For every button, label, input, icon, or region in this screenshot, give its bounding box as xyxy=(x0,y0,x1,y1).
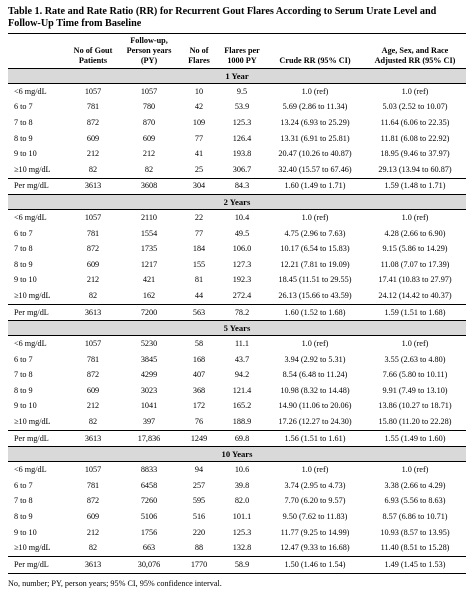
row-label: ≥10 mg/dL xyxy=(14,290,51,300)
section-label: 10 Years xyxy=(8,447,466,462)
table-cell: 11.40 (8.51 to 15.28) xyxy=(380,543,450,553)
table-cell: 212 xyxy=(142,149,156,159)
row-label: 6 to 7 xyxy=(14,228,33,238)
table-cell: 25 xyxy=(194,164,204,174)
table-cell: 22 xyxy=(194,212,204,222)
column-header xyxy=(8,34,68,69)
table-cell: 1.0 (ref) xyxy=(301,339,329,349)
table-cell: 81 xyxy=(194,275,204,285)
table-cell: 7200 xyxy=(118,304,180,321)
row-label: <6 mg/dL xyxy=(14,212,47,222)
table-cell: 53.9 xyxy=(234,102,250,112)
table-cell: 9.50 (7.62 to 11.83) xyxy=(282,512,348,522)
table-cell: 3.94 (2.92 to 5.31) xyxy=(284,354,346,364)
row-label: 7 to 8 xyxy=(14,117,33,127)
table-cell: 43.7 xyxy=(234,354,250,364)
table-title: Table 1. Rate and Rate Ratio (RR) for Recurrent Gout Flares According to Serum Urate Level and Follow-Up Time from Baseline xyxy=(8,6,437,29)
results-table xyxy=(8,33,466,574)
column-header: Follow-up, Person years (PY) xyxy=(118,34,180,69)
table-cell: 272.4 xyxy=(232,290,252,300)
table-row xyxy=(8,162,466,178)
table-cell: 6.93 (5.56 to 8.63) xyxy=(384,496,446,506)
table-cell: 781 xyxy=(86,480,100,490)
table-row xyxy=(8,368,466,384)
table-cell: 304 xyxy=(180,178,218,195)
table-cell: 41 xyxy=(194,149,204,159)
table-cell: 407 xyxy=(192,370,206,380)
table-cell: 13.86 (10.27 to 18.71) xyxy=(378,401,452,411)
table-cell: 184 xyxy=(192,244,206,254)
table-cell: 663 xyxy=(142,543,156,553)
table-cell: 1057 xyxy=(140,86,158,96)
row-label: Per mg/dL xyxy=(8,430,68,447)
header-row xyxy=(8,34,466,69)
table-cell: 82 xyxy=(88,290,98,300)
table-cell: 872 xyxy=(86,370,100,380)
row-label: Per mg/dL xyxy=(8,557,68,574)
table-cell: 1.0 (ref) xyxy=(301,86,329,96)
table-cell: 212 xyxy=(86,401,100,411)
table-cell: 3.55 (2.63 to 4.80) xyxy=(384,354,446,364)
row-label: 6 to 7 xyxy=(14,354,33,364)
row-label: 8 to 9 xyxy=(14,259,33,269)
table-cell: 32.40 (15.57 to 67.46) xyxy=(278,164,352,174)
column-header: No of Flares xyxy=(180,34,218,69)
table-cell: 18.45 (11.51 to 29.55) xyxy=(278,275,352,285)
table-cell: 76 xyxy=(194,417,204,427)
table-cell: 24.12 (14.42 to 40.37) xyxy=(378,290,452,300)
table-row xyxy=(8,241,466,257)
table-cell: 84.3 xyxy=(218,178,266,195)
table-cell: 872 xyxy=(86,244,100,254)
table-cell: 1.60 (1.52 to 1.68) xyxy=(266,304,364,321)
row-label: <6 mg/dL xyxy=(14,339,47,349)
table-cell: 126.4 xyxy=(232,133,252,143)
table-cell: 9.91 (7.49 to 13.10) xyxy=(382,385,448,395)
table-cell: 5.03 (2.52 to 10.07) xyxy=(382,102,448,112)
table-cell: 1.0 (ref) xyxy=(301,465,329,475)
row-label: 9 to 10 xyxy=(14,149,37,159)
table-row xyxy=(8,146,466,162)
row-label: <6 mg/dL xyxy=(14,465,47,475)
table-cell: 212 xyxy=(86,275,100,285)
table-cell: 3613 xyxy=(68,178,118,195)
row-label: <6 mg/dL xyxy=(14,86,47,96)
table-cell: 125.3 xyxy=(232,117,252,127)
table-cell: 10 xyxy=(194,86,204,96)
row-label: 9 to 10 xyxy=(14,527,37,537)
row-label: 7 to 8 xyxy=(14,496,33,506)
table-row xyxy=(8,304,466,321)
table-cell: 397 xyxy=(142,417,156,427)
row-label: 6 to 7 xyxy=(14,102,33,112)
table-row xyxy=(8,210,466,226)
table-cell: 609 xyxy=(86,385,100,395)
table-cell: 10.98 (8.32 to 14.48) xyxy=(280,385,350,395)
table-cell: 781 xyxy=(86,102,100,112)
row-label: 8 to 9 xyxy=(14,385,33,395)
table-cell: 58.9 xyxy=(218,557,266,574)
table-row xyxy=(8,100,466,116)
table-cell: 1.55 (1.49 to 1.60) xyxy=(364,430,466,447)
table-cell: 872 xyxy=(86,117,100,127)
table-cell: 1249 xyxy=(180,430,218,447)
table-cell: 155 xyxy=(192,259,206,269)
table-cell: 121.4 xyxy=(232,385,252,395)
table-cell: 595 xyxy=(192,496,206,506)
table-row xyxy=(8,84,466,100)
table-row xyxy=(8,336,466,352)
table-cell: 42 xyxy=(194,102,204,112)
table-cell: 3.38 (2.66 to 4.29) xyxy=(384,480,446,490)
table-header xyxy=(8,34,466,69)
table-cell: 2110 xyxy=(140,212,158,222)
table-cell: 1041 xyxy=(140,401,158,411)
table-cell: 82 xyxy=(88,543,98,553)
table-row xyxy=(8,178,466,195)
table-cell: 1770 xyxy=(180,557,218,574)
table-row xyxy=(8,509,466,525)
table-cell: 15.80 (11.20 to 22.28) xyxy=(378,417,452,427)
table-cell: 3023 xyxy=(140,385,158,395)
section-header-row xyxy=(8,195,466,210)
table-row xyxy=(8,557,466,574)
table-cell: 9.15 (5.86 to 14.29) xyxy=(382,244,448,254)
table-cell: 780 xyxy=(142,102,156,112)
table-cell: 9.5 xyxy=(236,86,248,96)
row-label: 7 to 8 xyxy=(14,370,33,380)
table-cell: 1.59 (1.51 to 1.68) xyxy=(364,304,466,321)
table-cell: 172 xyxy=(192,401,206,411)
table-row xyxy=(8,478,466,494)
table-cell: 3845 xyxy=(140,354,158,364)
table-cell: 101.1 xyxy=(232,512,252,522)
table-row xyxy=(8,257,466,273)
table-cell: 12.47 (9.33 to 16.68) xyxy=(280,543,350,553)
table-cell: 88 xyxy=(194,543,204,553)
table-cell: 7260 xyxy=(140,496,158,506)
table-cell: 10.4 xyxy=(234,212,250,222)
table-row xyxy=(8,273,466,289)
table-cell: 69.8 xyxy=(218,430,266,447)
table-cell: 3613 xyxy=(68,430,118,447)
table-cell: 17.26 (12.27 to 24.30) xyxy=(278,417,352,427)
table-cell: 212 xyxy=(86,527,100,537)
table-cell: 1.49 (1.45 to 1.53) xyxy=(364,557,466,574)
table-cell: 192.3 xyxy=(232,275,252,285)
table-cell: 8.57 (6.86 to 10.71) xyxy=(382,512,448,522)
section-header-row xyxy=(8,69,466,84)
row-label: 7 to 8 xyxy=(14,244,33,254)
table-cell: 368 xyxy=(192,385,206,395)
table-footnote: No, number; PY, person years; 95% CI, 95% confidence interval. xyxy=(8,578,222,588)
section-header-row xyxy=(8,321,466,336)
row-label: 9 to 10 xyxy=(14,401,37,411)
table-cell: 125.3 xyxy=(232,527,252,537)
table-cell: 1756 xyxy=(140,527,158,537)
table-cell: 3613 xyxy=(68,304,118,321)
table-cell: 516 xyxy=(192,512,206,522)
table-cell: 94 xyxy=(194,465,204,475)
row-label: 8 to 9 xyxy=(14,133,33,143)
table-cell: 7.70 (6.20 to 9.57) xyxy=(284,496,346,506)
table-cell: 3608 xyxy=(118,178,180,195)
table-cell: 127.3 xyxy=(232,259,252,269)
table-cell: 165.2 xyxy=(232,401,252,411)
table-row xyxy=(8,226,466,242)
table-cell: 563 xyxy=(180,304,218,321)
table-cell: 781 xyxy=(86,354,100,364)
section-label: 5 Years xyxy=(8,321,466,336)
table-row xyxy=(8,399,466,415)
table-cell: 49.5 xyxy=(234,228,250,238)
table-row xyxy=(8,352,466,368)
table-cell: 3.74 (2.95 to 4.73) xyxy=(284,480,346,490)
table-cell: 8.54 (6.48 to 11.24) xyxy=(282,370,348,380)
table-cell: 3613 xyxy=(68,557,118,574)
table-cell: 306.7 xyxy=(232,164,252,174)
table-cell: 17,836 xyxy=(118,430,180,447)
table-cell: 162 xyxy=(142,290,156,300)
table-cell: 10.17 (6.54 to 15.83) xyxy=(280,244,350,254)
table-cell: 10.6 xyxy=(234,465,250,475)
table-cell: 1735 xyxy=(140,244,158,254)
table-cell: 82.0 xyxy=(234,496,250,506)
table-cell: 609 xyxy=(86,133,100,143)
table-cell: 1057 xyxy=(84,465,102,475)
table-cell: 1.0 (ref) xyxy=(401,339,429,349)
table-row xyxy=(8,288,466,304)
table-cell: 14.90 (11.06 to 20.06) xyxy=(278,401,352,411)
table-cell: 10.93 (8.57 to 13.95) xyxy=(380,527,450,537)
table-cell: 109 xyxy=(192,117,206,127)
table-cell: 13.24 (6.93 to 25.29) xyxy=(280,117,350,127)
table-cell: 82 xyxy=(144,164,154,174)
table-row xyxy=(8,540,466,556)
table-cell: 30,076 xyxy=(118,557,180,574)
table-cell: 7.66 (5.80 to 10.11) xyxy=(382,370,448,380)
table-cell: 11.08 (7.07 to 17.39) xyxy=(380,259,450,269)
table-cell: 4.75 (2.96 to 7.63) xyxy=(284,228,346,238)
column-header: Crude RR (95% CI) xyxy=(266,34,364,69)
table-cell: 188.9 xyxy=(232,417,252,427)
table-cell: 1.56 (1.51 to 1.61) xyxy=(266,430,364,447)
table-cell: 421 xyxy=(142,275,156,285)
table-cell: 11.81 (6.08 to 22.92) xyxy=(380,133,450,143)
table-cell: 44 xyxy=(194,290,204,300)
table-cell: 17.41 (10.83 to 27.97) xyxy=(378,275,452,285)
table-cell: 1057 xyxy=(84,339,102,349)
table-cell: 106.0 xyxy=(232,244,252,254)
table-cell: 94.2 xyxy=(234,370,250,380)
table-cell: 1.0 (ref) xyxy=(401,212,429,222)
table-cell: 168 xyxy=(192,354,206,364)
table-row xyxy=(8,383,466,399)
table-cell: 257 xyxy=(192,480,206,490)
table-cell: 12.21 (7.81 to 19.09) xyxy=(280,259,350,269)
table-row xyxy=(8,131,466,147)
table-cell: 1.60 (1.49 to 1.71) xyxy=(266,178,364,195)
table-cell: 1057 xyxy=(84,86,102,96)
table-cell: 4299 xyxy=(140,370,158,380)
table-cell: 1057 xyxy=(84,212,102,222)
table-cell: 609 xyxy=(86,512,100,522)
table-cell: 1.0 (ref) xyxy=(401,465,429,475)
row-label: ≥10 mg/dL xyxy=(14,164,51,174)
table-cell: 29.13 (13.94 to 60.87) xyxy=(378,164,452,174)
table-cell: 58 xyxy=(194,339,204,349)
table-row xyxy=(8,430,466,447)
table-cell: 220 xyxy=(192,527,206,537)
table-cell: 6458 xyxy=(140,480,158,490)
row-label: 9 to 10 xyxy=(14,275,37,285)
table-cell: 870 xyxy=(142,117,156,127)
table-cell: 77 xyxy=(194,228,204,238)
table-cell: 872 xyxy=(86,496,100,506)
table-cell: 5.69 (2.86 to 11.34) xyxy=(282,102,348,112)
table-row xyxy=(8,115,466,131)
table-row xyxy=(8,414,466,430)
row-label: 8 to 9 xyxy=(14,512,33,522)
table-cell: 4.28 (2.66 to 6.90) xyxy=(384,228,446,238)
section-header-row xyxy=(8,447,466,462)
table-cell: 11.77 (9.25 to 14.99) xyxy=(280,527,350,537)
table-cell: 26.13 (15.66 to 43.59) xyxy=(278,290,352,300)
table-cell: 212 xyxy=(86,149,100,159)
table-cell: 1554 xyxy=(140,228,158,238)
row-label: Per mg/dL xyxy=(8,178,68,195)
table-cell: 18.95 (9.46 to 37.97) xyxy=(380,149,450,159)
table-cell: 11.1 xyxy=(234,339,250,349)
table-cell: 8833 xyxy=(140,465,158,475)
table-row xyxy=(8,525,466,541)
table-cell: 1.0 (ref) xyxy=(401,86,429,96)
section-label: 2 Years xyxy=(8,195,466,210)
table-cell: 781 xyxy=(86,228,100,238)
table-cell: 1.0 (ref) xyxy=(301,212,329,222)
table-cell: 1.59 (1.48 to 1.71) xyxy=(364,178,466,195)
table-cell: 609 xyxy=(86,259,100,269)
column-header: Age, Sex, and Race Adjusted RR (95% CI) xyxy=(364,34,466,69)
section-label: 1 Year xyxy=(8,69,466,84)
table-cell: 13.31 (6.91 to 25.81) xyxy=(280,133,350,143)
table-cell: 11.64 (6.06 to 22.35) xyxy=(380,117,450,127)
column-header: No of Gout Patients xyxy=(68,34,118,69)
column-header: Flares per 1000 PY xyxy=(218,34,266,69)
table-cell: 82 xyxy=(88,164,98,174)
table-cell: 1.50 (1.46 to 1.54) xyxy=(266,557,364,574)
table-cell: 77 xyxy=(194,133,204,143)
table-cell: 39.8 xyxy=(234,480,250,490)
table-cell: 1217 xyxy=(140,259,158,269)
row-label: 6 to 7 xyxy=(14,480,33,490)
table-body xyxy=(8,69,466,574)
table-cell: 609 xyxy=(142,133,156,143)
row-label: ≥10 mg/dL xyxy=(14,417,51,427)
table-cell: 20.47 (10.26 to 40.87) xyxy=(278,149,352,159)
table-row xyxy=(8,494,466,510)
table-cell: 82 xyxy=(88,417,98,427)
table-cell: 193.8 xyxy=(232,149,252,159)
row-label: Per mg/dL xyxy=(8,304,68,321)
table-cell: 132.8 xyxy=(232,543,252,553)
row-label: ≥10 mg/dL xyxy=(14,543,51,553)
table-cell: 5230 xyxy=(140,339,158,349)
table-cell: 5106 xyxy=(140,512,158,522)
table-row xyxy=(8,462,466,478)
table-cell: 78.2 xyxy=(218,304,266,321)
